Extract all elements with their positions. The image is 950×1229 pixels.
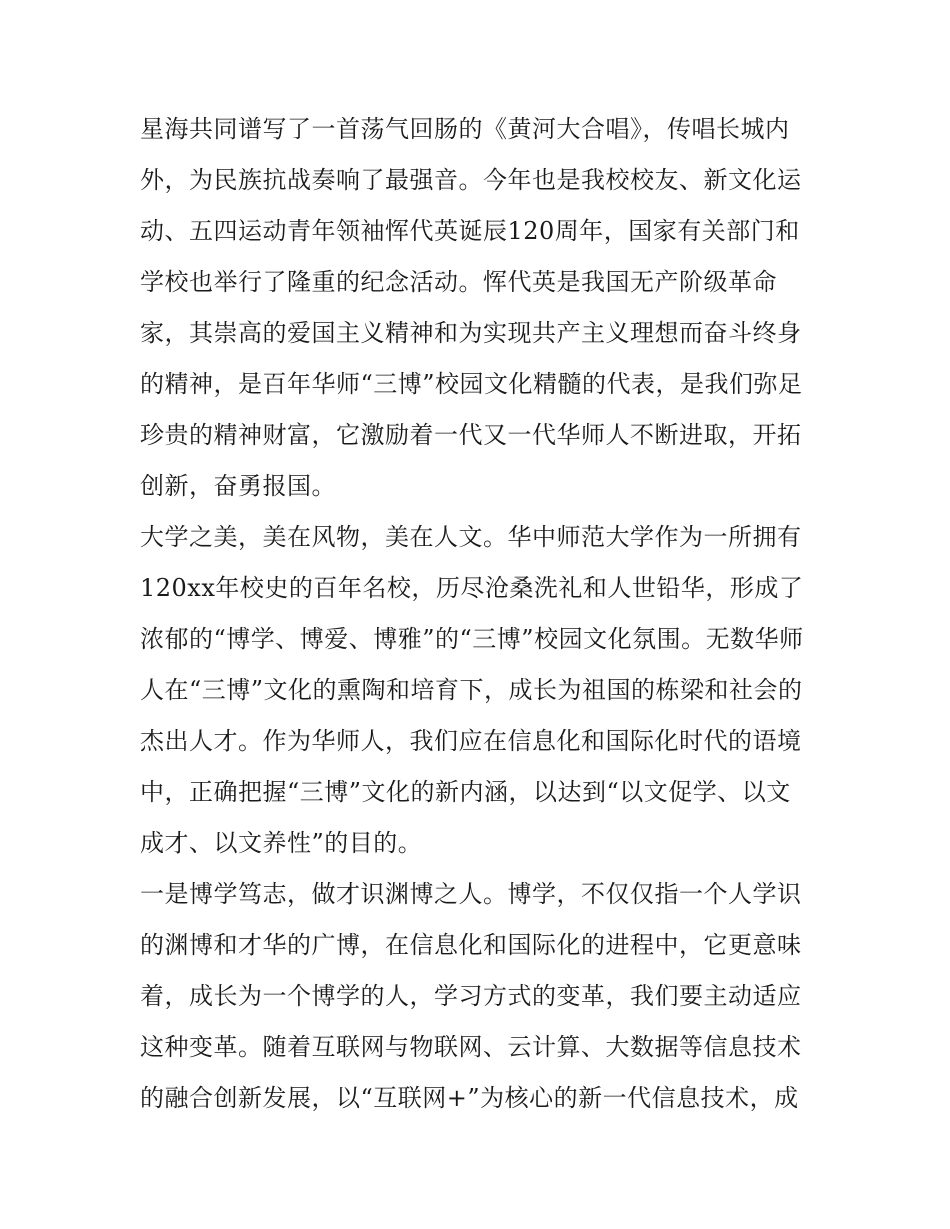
text-line: 成才、以文养性”的目的。 <box>140 829 423 857</box>
text-line: 这种变革。随着互联网与物联网、云计算、大数据等信息技术 <box>140 1033 802 1061</box>
text-line: 创新，奋勇报国。 <box>140 472 336 500</box>
text-line: 人在“三博”文化的熏陶和培育下，成长为祖国的栋梁和社会的 <box>140 676 803 704</box>
text-line: 着，成长为一个博学的人，学习方式的变革，我们要主动适应 <box>140 982 802 1010</box>
text-line: 中，正确把握“三博”文化的新内涵，以达到“以文促学、以文 <box>140 778 791 806</box>
paragraph <box>140 512 820 869</box>
text-line: 的渊博和才华的广博，在信息化和国际化的进程中，它更意味 <box>140 931 802 959</box>
paragraph <box>140 104 820 512</box>
text-line: 120xx年校史的百年名校，历尽沧桑洗礼和人世铅华，形成了 <box>140 574 804 602</box>
text-line: 杰出人才。作为华师人，我们应在信息化和国际化时代的语境 <box>140 727 802 755</box>
text-line: 星海共同谱写了一首荡气回肠的《黄河大合唱》，传唱长城内 <box>140 115 790 143</box>
text-line: 学校也举行了隆重的纪念活动。恽代英是我国无产阶级革命 <box>140 268 777 296</box>
text-line: 大学之美，美在风物，美在人文。华中师范大学作为一所拥有 <box>140 523 802 551</box>
text-line: 的精神，是百年华师“三博”校园文化精髓的代表，是我们弥足 <box>140 370 803 398</box>
text-line: 家，其崇高的爱国主义精神和为实现共产主义理想而奋斗终身 <box>140 319 802 347</box>
paragraph <box>140 869 820 1124</box>
text-line: 一是博学笃志，做才识渊博之人。博学，不仅仅指一个人学识 <box>140 880 802 908</box>
text-line: 外，为民族抗战奏响了最强音。今年也是我校校友、新文化运 <box>140 166 802 194</box>
text-line: 动、五四运动青年领袖恽代英诞辰120周年，国家有关部门和 <box>140 217 800 245</box>
document-body <box>140 104 820 1124</box>
text-line: 珍贵的精神财富，它激励着一代又一代华师人不断进取，开拓 <box>140 421 802 449</box>
text-line: 浓郁的“博学、博爱、博雅”的“三博”校园文化氛围。无数华师 <box>140 625 804 653</box>
text-line: 的融合创新发展，以“互联网+”为核心的新一代信息技术，成 <box>140 1084 799 1112</box>
